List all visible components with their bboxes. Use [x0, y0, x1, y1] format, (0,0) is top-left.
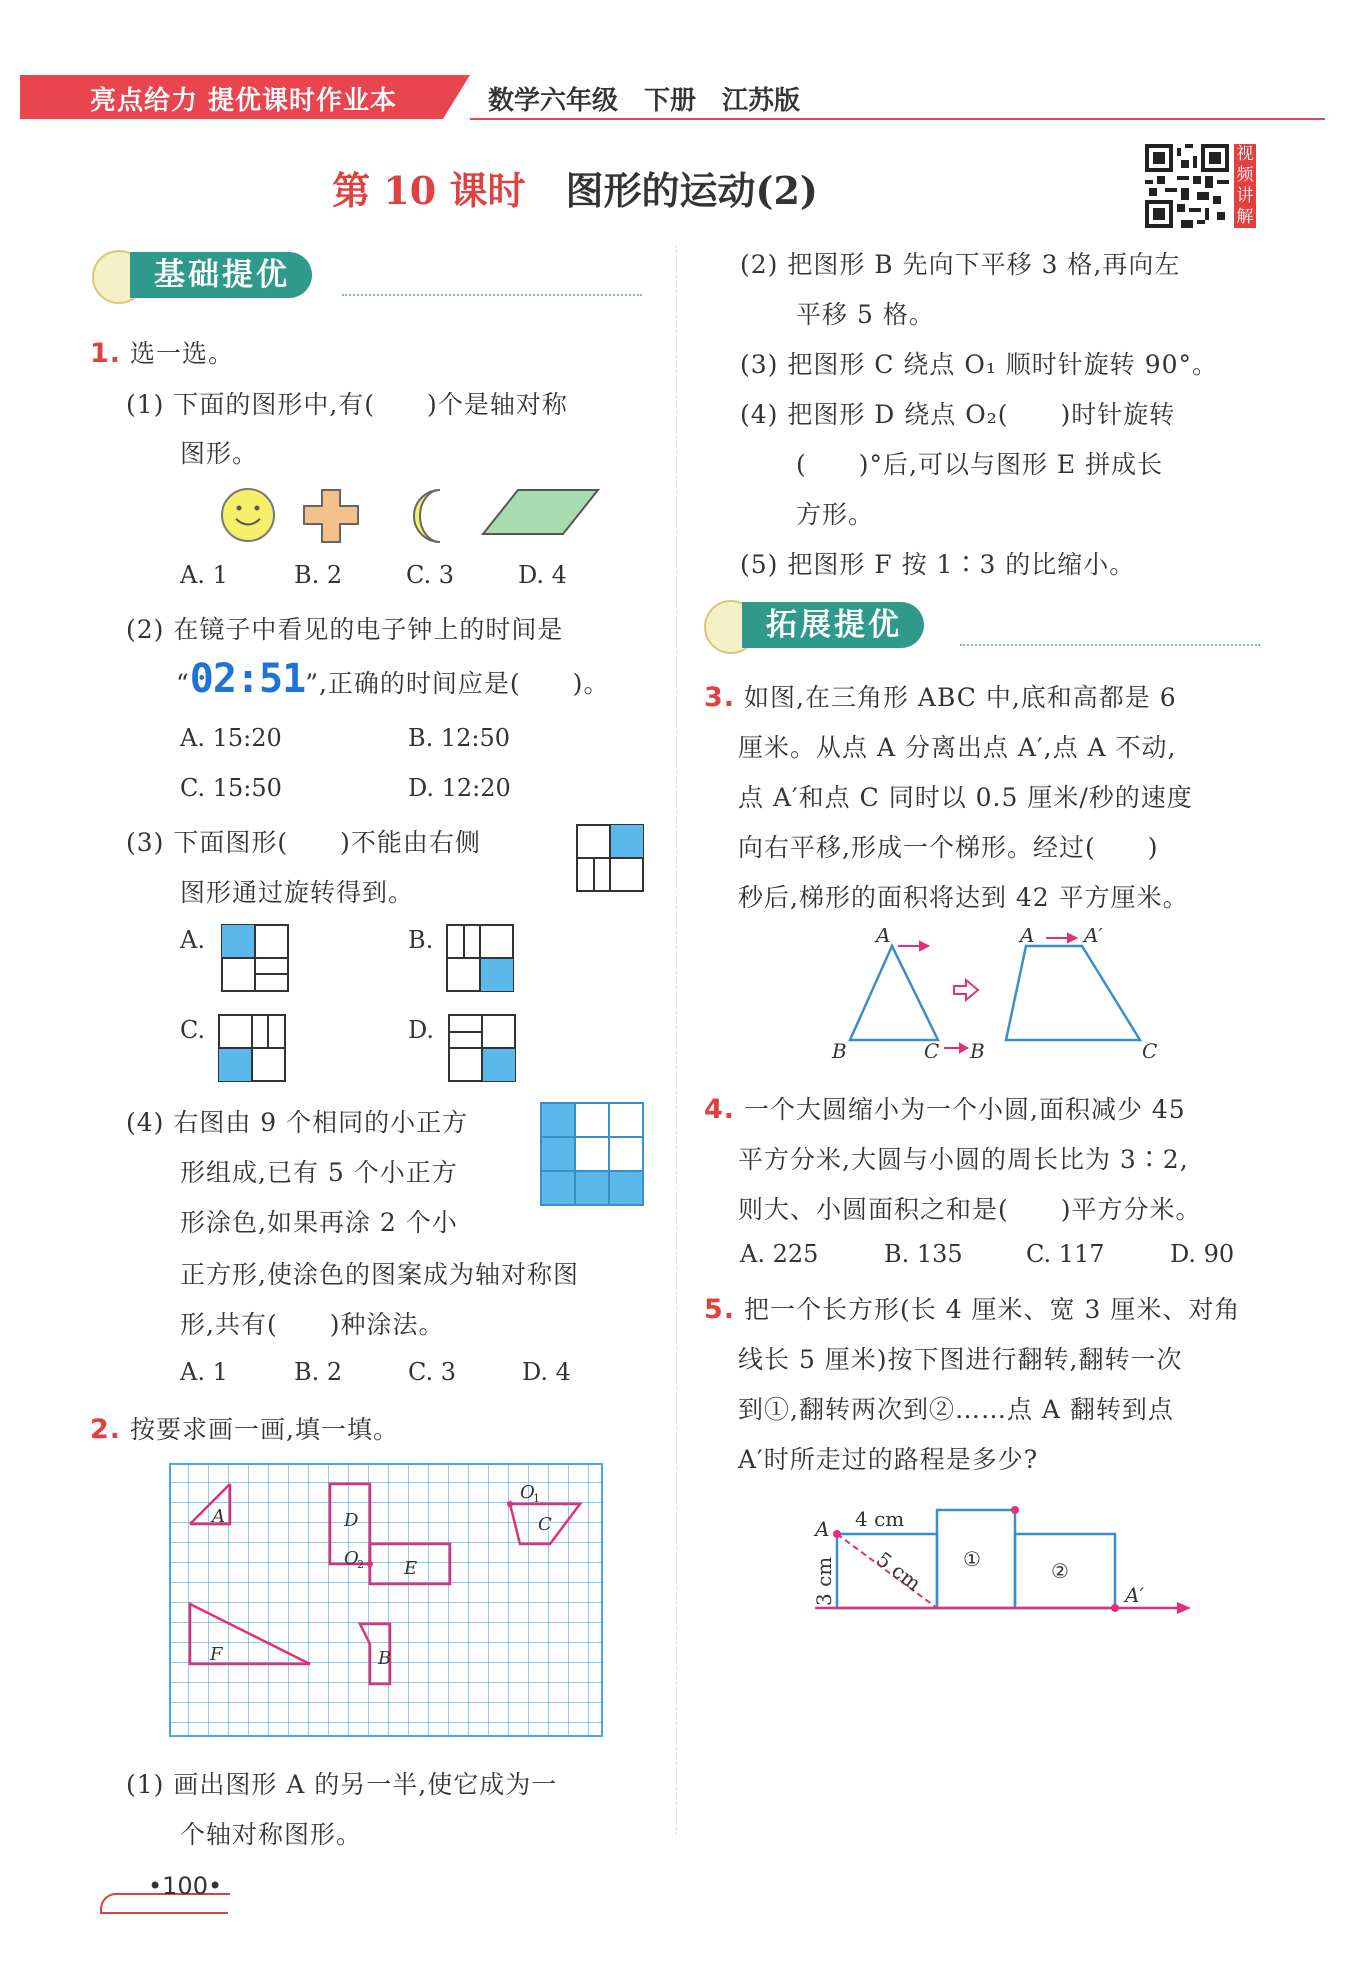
question-1: [90, 334, 234, 370]
lesson-topic: 图形的运动(2): [565, 168, 818, 213]
section-basic-header: [92, 252, 652, 298]
q2-grid-diagram: [168, 1462, 604, 1738]
label-d: D: [344, 1510, 359, 1531]
question-2-number: 2.: [90, 1414, 122, 1445]
q1-p3-label-b: B.: [408, 926, 434, 954]
q1-part2-tail: ”,正确的时间应是( )。: [305, 669, 610, 698]
q3-line4: 向右平移,形成一个梯形。经过( ): [738, 833, 1159, 862]
q2-part1-line2: 个轴对称图形。: [180, 1820, 363, 1849]
label-o1-sub: 1: [533, 1492, 540, 1505]
q1-p3-label-d: D.: [408, 1016, 435, 1044]
q1-p4-option-d: D. 4: [522, 1358, 571, 1386]
q2-part2-line2: 平移 5 格。: [796, 300, 935, 329]
fig3-label-a: A: [876, 928, 891, 947]
fig3-label-b: B: [832, 1039, 847, 1063]
fig5-diagonal: 5 cm: [871, 1546, 926, 1596]
q1-part3-line2: 图形通过旋转得到。: [180, 878, 415, 907]
q3-line5: 秒后,梯形的面积将达到 42 平方厘米。: [738, 883, 1189, 912]
q3-line3: 点 A′和点 C 同时以 0.5 厘米/秒的速度: [738, 783, 1193, 812]
label-f: F: [210, 1644, 223, 1665]
label-e: E: [404, 1558, 418, 1579]
q2-part3: (3) 把图形 C 绕点 O₁ 顺时针旋转 90°。: [740, 350, 1219, 379]
q1-p2-option-c: C. 15:50: [180, 774, 282, 802]
q4-line2: 平方分米,大圆与小圆的周长比为 3∶2,: [738, 1145, 1189, 1174]
q1-part4-line2: 形组成,已有 5 个小正方: [180, 1158, 458, 1187]
section-extend-header: [704, 602, 1264, 648]
q3-line1: 如图,在三角形 ABC 中,底和高都是 6: [744, 683, 1177, 712]
q1-part4-line3: 形涂色,如果再涂 2 个小: [180, 1208, 458, 1237]
q1-p2-option-d: D. 12:20: [408, 774, 511, 802]
q5-line2: 线长 5 厘米)按下图进行翻转,翻转一次: [738, 1345, 1183, 1374]
q1-p3-figure-c: [218, 1014, 286, 1082]
question-5-number: 5.: [704, 1294, 736, 1325]
q1-part2-line1: (2) 在镜子中看见的电子钟上的时间是: [126, 615, 564, 644]
fig3-label-a-right: A: [1020, 928, 1035, 947]
label-o2: O: [344, 1548, 359, 1569]
fig5-label-a-prime: A′: [1125, 1583, 1144, 1607]
column-divider: [676, 245, 677, 1835]
q3-line2: 厘米。从点 A 分离出点 A′,点 A 不动,: [738, 733, 1177, 762]
q4-option-a: A. 225: [740, 1240, 819, 1268]
q1-p3-figure-b: [446, 924, 514, 992]
q1-p2-option-a: A. 15:20: [180, 724, 282, 752]
q2-part2-line1: (2) 把图形 B 先向下平移 3 格,再向左: [740, 250, 1181, 279]
page-number-underline: [100, 1912, 228, 1914]
page-title: [0, 160, 1150, 215]
q1-p3-label-a: A.: [180, 926, 205, 954]
q1-p4-option-c: C. 3: [408, 1358, 457, 1386]
question-3-number: 3.: [704, 682, 736, 713]
q4-line3: 则大、小圆面积之和是( )平方分米。: [738, 1195, 1202, 1224]
series-title: 亮点给力 提优课时作业本: [90, 86, 398, 116]
qr-code-icon[interactable]: [1145, 144, 1229, 228]
fig5-circle-2: ②: [1051, 1559, 1069, 1583]
question-2-stem: 按要求画一画,填一填。: [130, 1415, 399, 1444]
lesson-number: 第 10 课时: [332, 168, 526, 213]
fig5-length: 4 cm: [855, 1507, 905, 1531]
section-divider: [960, 644, 1260, 646]
fig5-label-a: A: [815, 1517, 830, 1541]
label-b: B: [378, 1648, 392, 1669]
section-basic-title: 基础提优: [130, 252, 312, 298]
q2-part4-line2: ( )°后,可以与图形 E 拼成长: [796, 450, 1164, 479]
q1-p1-option-a: A. 1: [180, 561, 228, 589]
fig5-circle-1: ①: [963, 1547, 981, 1571]
question-4: [704, 1090, 1186, 1126]
q1-p1-option-b: B. 2: [294, 561, 343, 589]
q4-line1: 一个大圆缩小为一个小圆,面积减少 45: [744, 1095, 1186, 1124]
q3-reference-figure: [576, 824, 644, 892]
q4-option-d: D. 90: [1170, 1240, 1235, 1268]
q2-part4-line1: (4) 把图形 D 绕点 O₂( )时针旋转: [740, 400, 1176, 429]
label-o2-sub: 2: [357, 1558, 364, 1571]
q1-p4-grid-figure: [540, 1102, 644, 1206]
q1-part1-line1: (1) 下面的图形中,有( )个是轴对称: [126, 390, 568, 419]
q1-p2-option-b: B. 12:50: [408, 724, 511, 752]
question-3: [704, 678, 1177, 714]
q5-flip-figure: [805, 1498, 1195, 1618]
question-1-number: 1.: [90, 338, 122, 369]
book-info: 数学六年级 下册 江苏版: [488, 86, 801, 116]
section-divider: [342, 294, 642, 296]
q4-option-c: C. 117: [1026, 1240, 1105, 1268]
q3-triangle-trapezoid-figure: [820, 928, 1180, 1068]
q1-p1-option-d: D. 4: [518, 561, 567, 589]
q1-p4-option-b: B. 2: [294, 1358, 343, 1386]
question-1-stem: 选一选。: [130, 339, 235, 368]
q1-part1-line2: 图形。: [180, 439, 259, 468]
q1-part3-line1: (3) 下面图形( )不能由右侧: [126, 828, 481, 857]
quote-open: “: [176, 669, 190, 698]
smiley-icon: [222, 489, 274, 541]
q1-part2-line2: [176, 656, 609, 702]
parallelogram-icon: [483, 490, 598, 534]
q1-p3-label-c: C.: [180, 1016, 206, 1044]
label-c: C: [538, 1514, 552, 1535]
q1-shapes: [218, 488, 603, 544]
video-tag[interactable]: 视频讲解: [1234, 144, 1256, 228]
cross-shape-icon: [304, 490, 358, 542]
fig5-width: 3 cm: [812, 1556, 836, 1606]
q1-p1-option-c: C. 3: [406, 561, 455, 589]
label-a: A: [212, 1506, 225, 1527]
q5-line1: 把一个长方形(长 4 厘米、宽 3 厘米、对角: [744, 1295, 1241, 1324]
q4-option-b: B. 135: [884, 1240, 963, 1268]
q1-p3-figure-a: [221, 924, 289, 992]
question-4-number: 4.: [704, 1094, 736, 1125]
q5-line4: A′时所走过的路程是多少?: [738, 1445, 1039, 1474]
fig3-label-a-prime: A′: [1084, 928, 1103, 947]
q1-part4-line1: (4) 右图由 9 个相同的小正方: [126, 1108, 469, 1137]
q2-part1-line1: (1) 画出图形 A 的另一半,使它成为一: [126, 1770, 558, 1799]
fig3-label-c-right: C: [1142, 1039, 1158, 1063]
q2-part5: (5) 把图形 F 按 1∶3 的比缩小。: [740, 550, 1136, 579]
mirror-clock: 02:51: [189, 656, 306, 702]
q1-part4-line4: 正方形,使涂色的图案成为轴对称图: [180, 1260, 579, 1289]
crescent-icon: [414, 490, 440, 542]
page-number: •100•: [148, 1872, 223, 1900]
q2-part4-line3: 方形。: [796, 500, 875, 529]
question-5: [704, 1290, 1240, 1326]
fig3-label-b-right: B: [970, 1039, 985, 1063]
question-2: [90, 1410, 399, 1446]
section-extend-title: 拓展提优: [742, 602, 924, 648]
q5-line3: 到①,翻转两次到②……点 A 翻转到点: [738, 1395, 1174, 1424]
header-rule: [470, 118, 1325, 120]
q1-p3-figure-d: [448, 1014, 516, 1082]
q1-p4-option-a: A. 1: [180, 1358, 228, 1386]
fig3-label-c: C: [924, 1039, 940, 1063]
label-o1: O: [520, 1482, 535, 1503]
q1-part4-line5: 形,共有( )种涂法。: [180, 1310, 445, 1339]
